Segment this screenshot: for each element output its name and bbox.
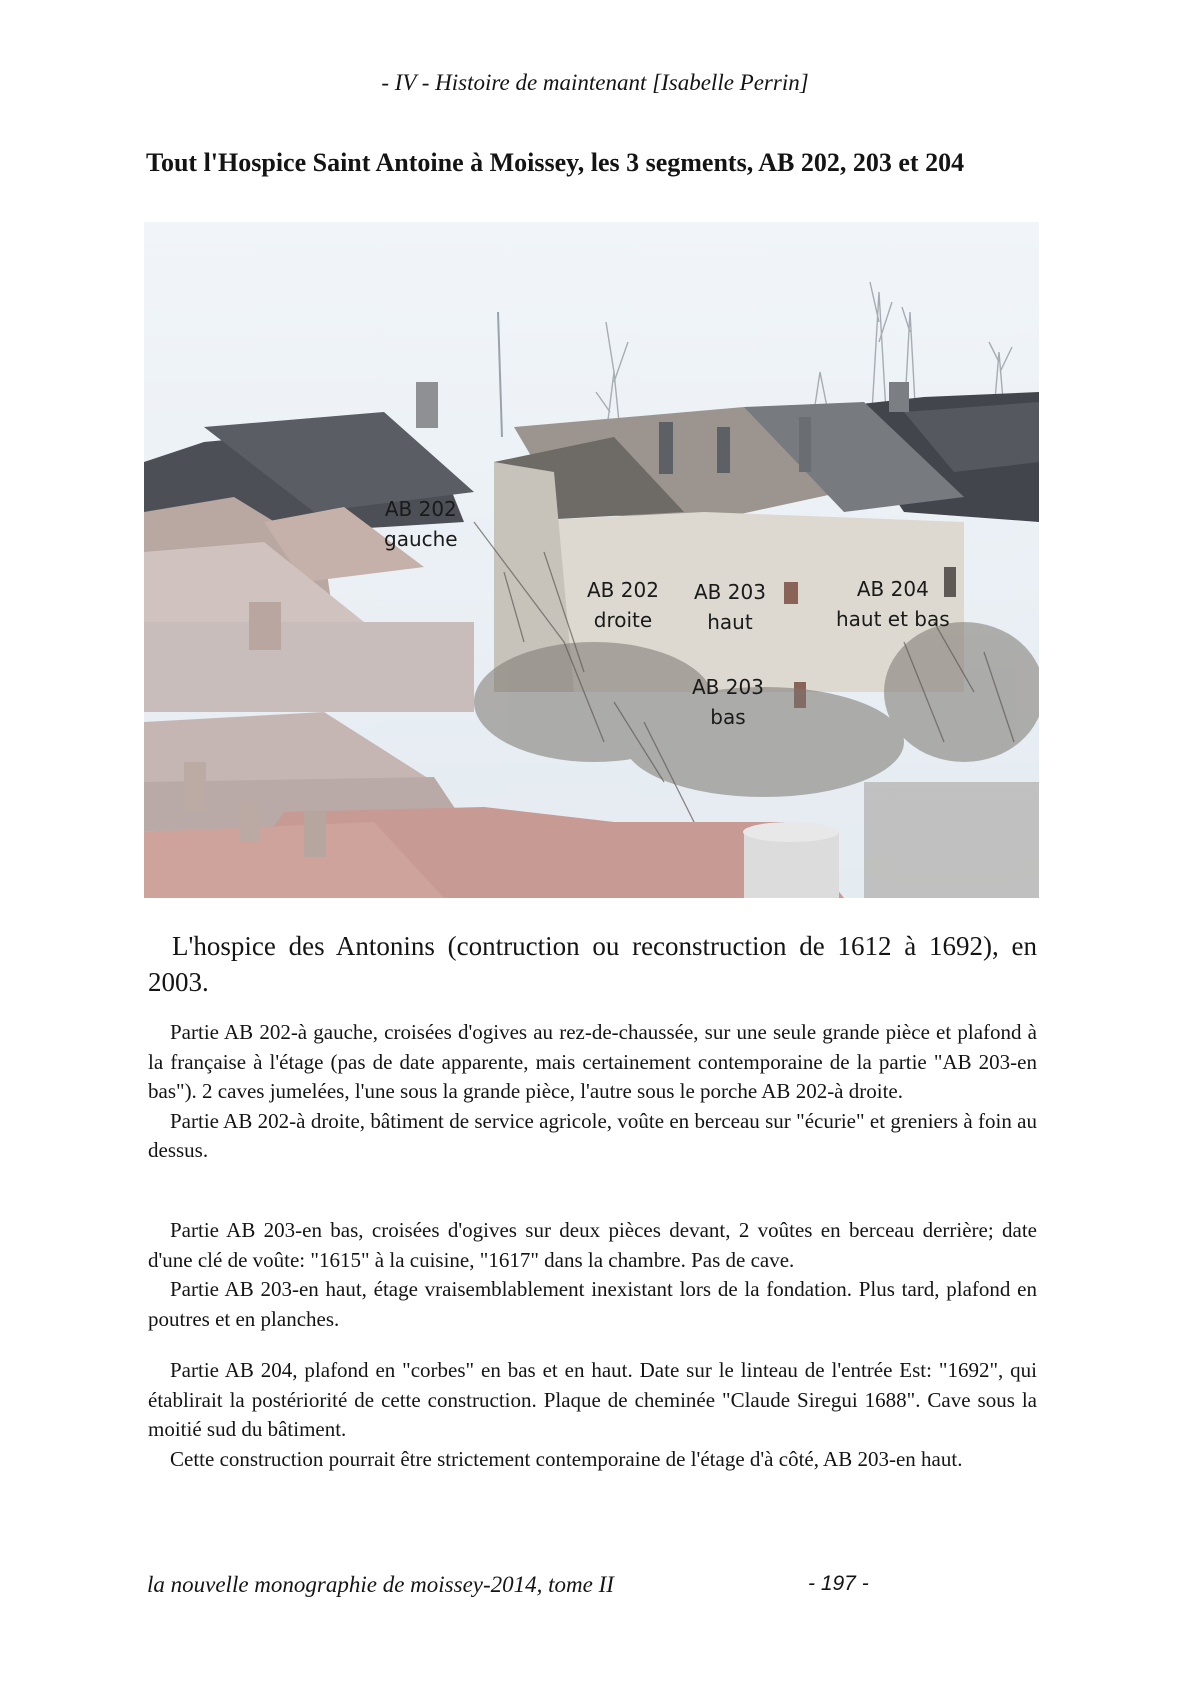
hospice-photo <box>144 222 1039 898</box>
paragraph-group-ab203 <box>148 1216 1037 1334</box>
paragraph: Partie AB 202-à gauche, croisées d'ogives au rez-de-chaussée, sur une seule grande pièce et plafond à la française à l'étage (pas de date apparente, mais certainement contemporaine de la partie "AB 203-en bas"). 2 caves jumelées, l'une sous la grande pièce, l'autre sous le porche AB 202-à droite. <box>148 1020 1037 1103</box>
paragraph: Partie AB 203-en bas, croisées d'ogives sur deux pièces devant, 2 voûtes en berceau derrière; date d'une clé de voûte: "1615" à la cuisine, "1617" dans la chambre. Pas de cave. <box>148 1218 1037 1272</box>
label-ab202-droite: AB 202 droite <box>587 578 659 632</box>
page-title: Tout l'Hospice Saint Antoine à Moissey, les 3 segments, AB 202, 203 et 204 <box>146 148 965 177</box>
paragraph: Cette construction pourrait être strictement contemporaine de l'étage d'à côté, AB 203-en haut. <box>170 1446 963 1471</box>
footer-publication: la nouvelle monographie de moissey-2014, tome II <box>147 1572 614 1597</box>
page-number: - 197 - <box>808 1572 869 1595</box>
label-ab204: AB 204 haut et bas <box>836 577 950 631</box>
photo-caption: L'hospice des Antonins (contruction ou reconstruction de 1612 à 1692), en 2003. <box>148 931 1037 997</box>
running-header: - IV - Histoire de maintenant [Isabelle Perrin] <box>381 70 809 95</box>
paragraph: Partie AB 204, plafond en "corbes" en bas et en haut. Date sur le linteau de l'entrée Est: "1692", qui établirait la postériorité de cette construction. Plaque de cheminée "Claude Siregui 1688". Cave sous la moitié sud du bâtiment. <box>148 1358 1037 1441</box>
label-ab202-gauche: AB 202 gauche <box>384 497 458 551</box>
paragraph-group-ab204 <box>148 1356 1037 1474</box>
label-ab203-bas: AB 203 bas <box>692 675 764 729</box>
photo-illustration <box>144 222 1039 898</box>
label-ab203-haut: AB 203 haut <box>694 580 766 634</box>
paragraph-group-ab202 <box>148 1018 1037 1166</box>
paragraph: Partie AB 203-en haut, étage vraisemblablement inexistant lors de la fondation. Plus tard, plafond en poutres et en planches. <box>148 1277 1037 1331</box>
paragraph: Partie AB 202-à droite, bâtiment de service agricole, voûte en berceau sur "écurie" et greniers à foin au dessus. <box>148 1108 1037 1162</box>
